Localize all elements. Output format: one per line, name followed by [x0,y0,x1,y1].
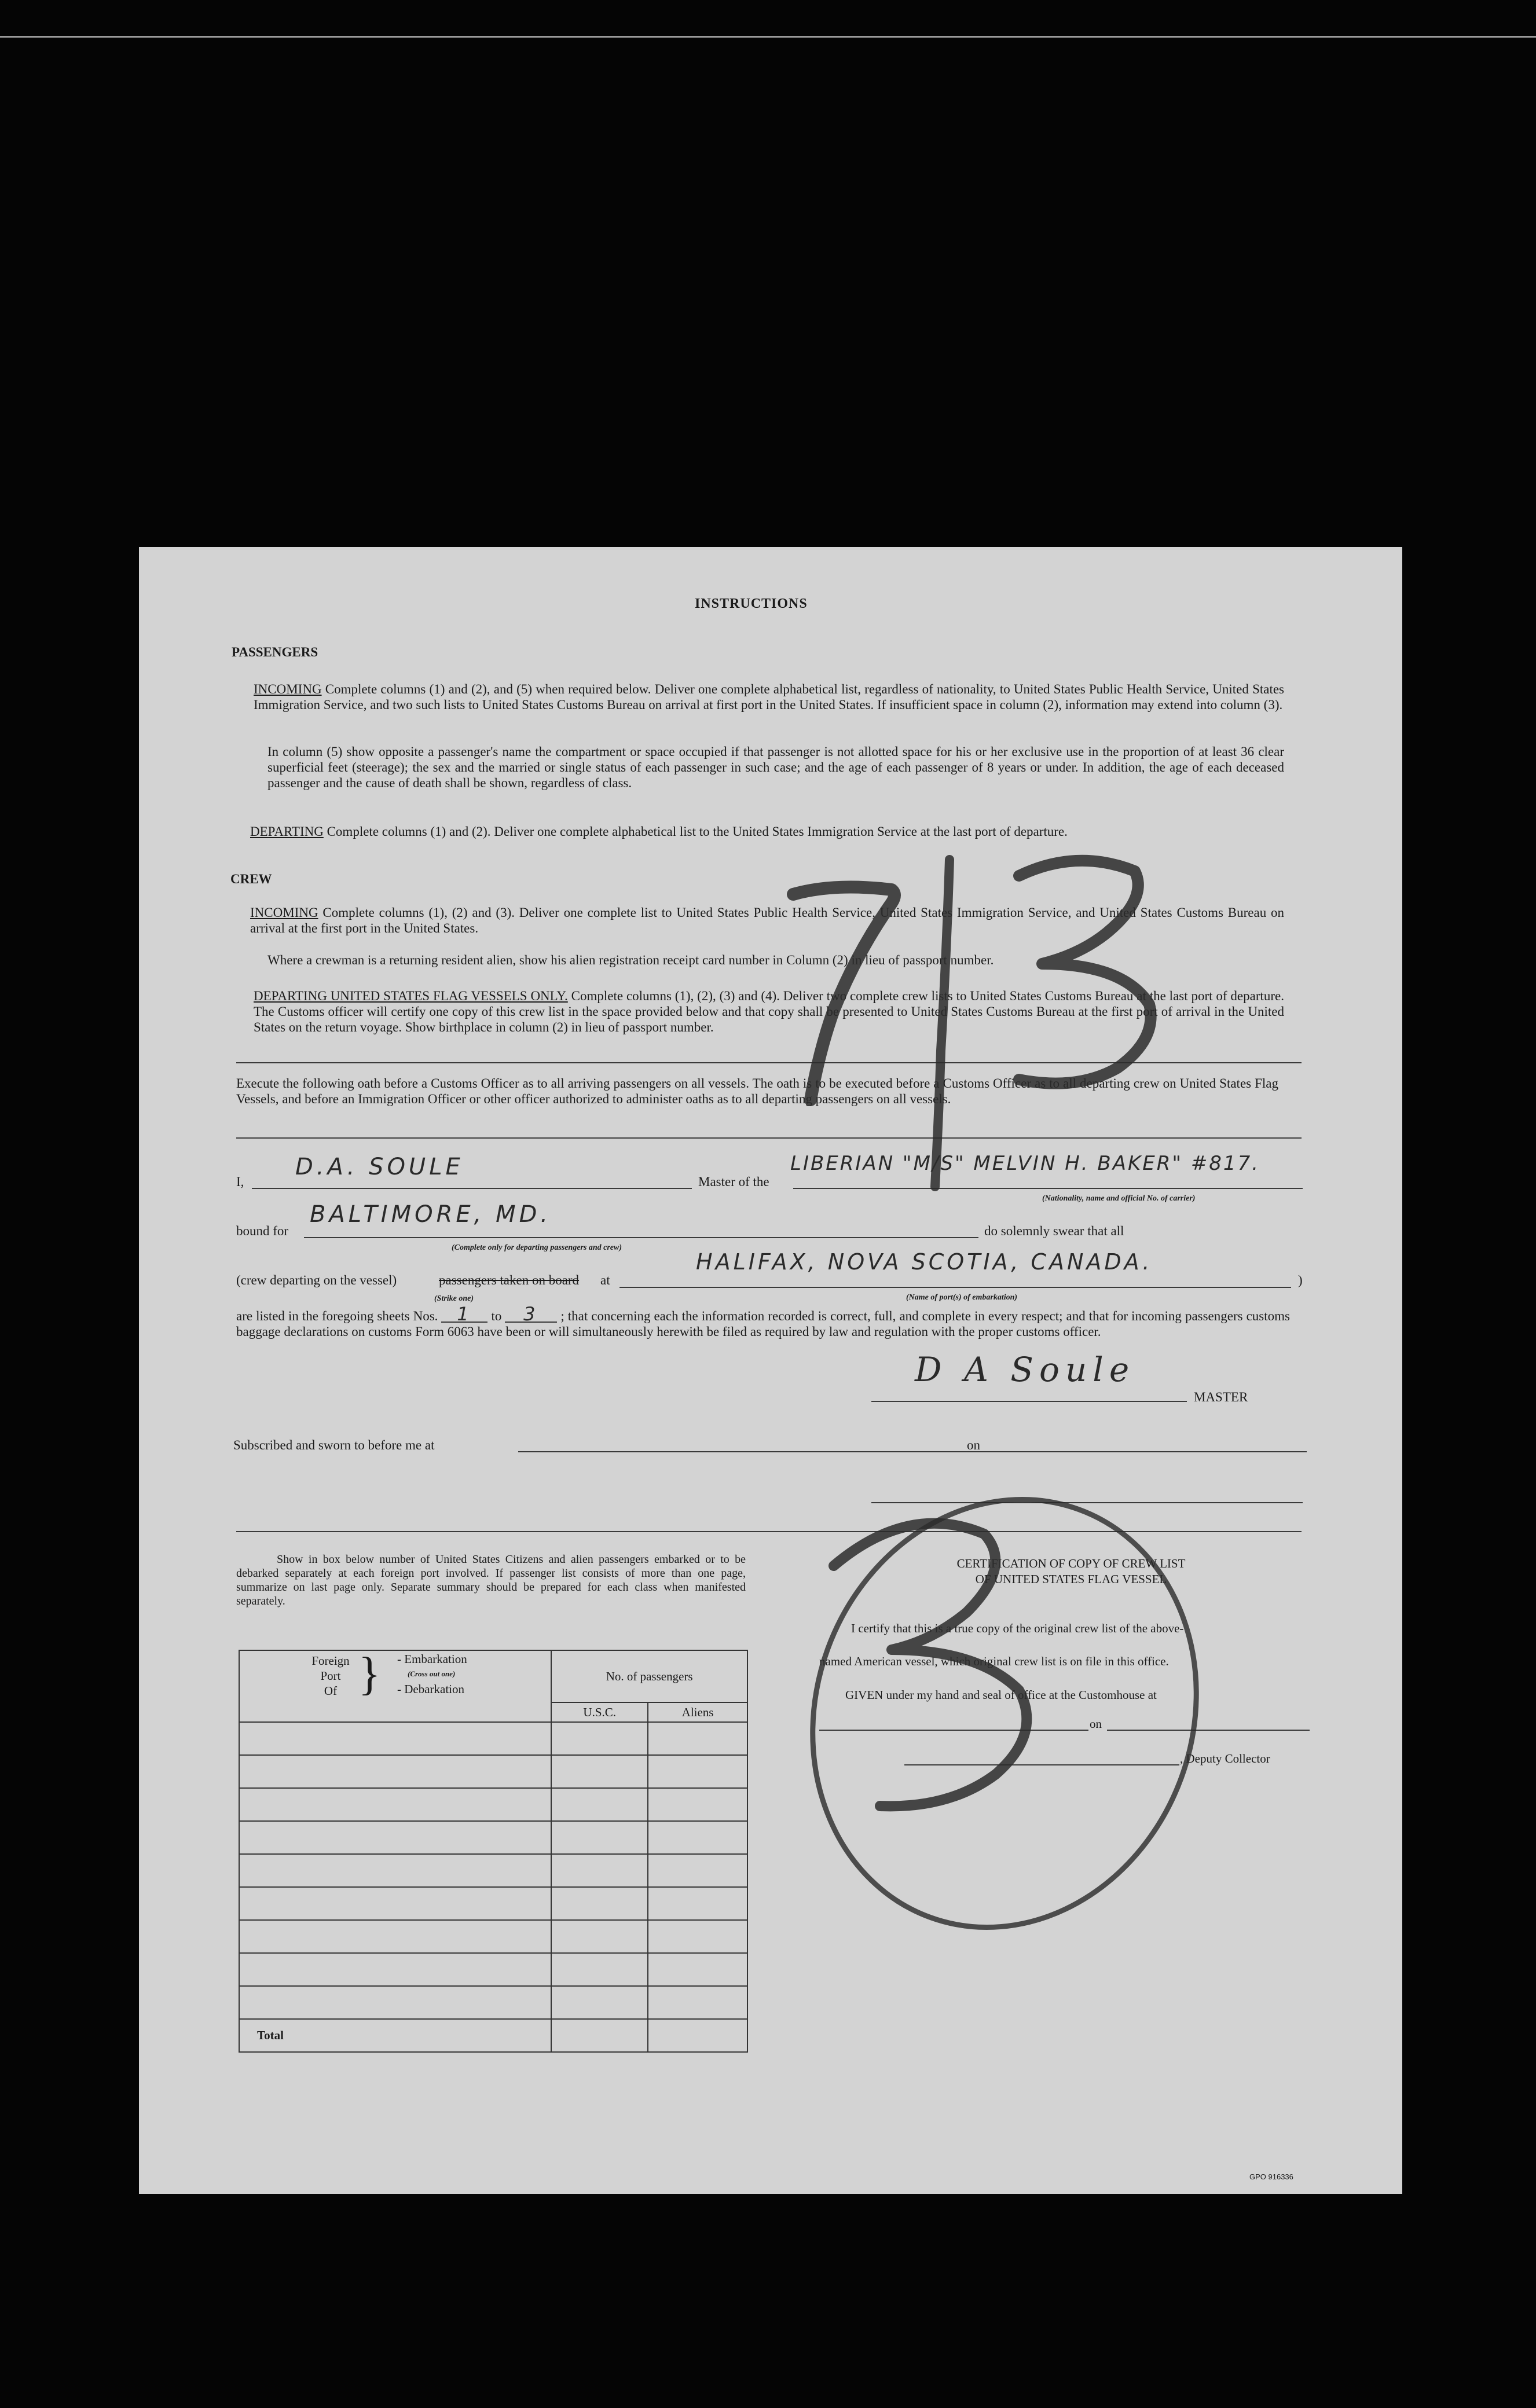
listed-rest: ; that concerning each the information recorded is correct, full, and complete in every respect; and that for incoming passengers customs baggage declarations on customs Form 6063 have been or will simultaneously herewith be filed as required by law and regulation with the proper customs officer. [236,1309,1290,1339]
master-of-label: Master of the [698,1174,769,1189]
certification-line-3: GIVEN under my hand and seal of office at the Customhouse at [845,1688,1157,1702]
crew-departing-paragraph [254,988,1284,1035]
brace-icon: } [358,1649,381,1699]
instructions-title: INSTRUCTIONS [695,596,808,611]
usc-header: U.S.C. [551,1702,648,1722]
deputy-collector-label: , Deputy Collector [1180,1752,1270,1765]
crew-departing-label: DEPARTING UNITED STATES FLAG VESSELS ONLY. [254,989,568,1003]
table-row [239,1821,747,1854]
table-row [239,1887,747,1920]
table-row [239,1788,747,1821]
show-box-instructions: Show in box below number of United States Citizens and alien passengers embarked or to be debarked separately at each foreign port involved. If passenger list consists of more than one page, summarize on last page only. Separate summary should be prepared for each class when manifested separately. [236,1553,746,1607]
sheet-from-handwritten: 1 [441,1306,487,1323]
strike-caption: (Strike one) [434,1294,474,1303]
vessel-line [793,1188,1303,1189]
foreign-label: Foreign [311,1654,350,1668]
crew-departing-label: (crew departing on the vessel) [236,1273,397,1287]
subscribed-place-line [518,1451,992,1452]
bound-for-caption: (Complete only for departing passengers and crew) [452,1243,622,1252]
master-name-line [252,1188,692,1189]
vessel-handwritten: LIBERIAN "M/S" MELVIN H. BAKER" #817. [790,1152,1260,1175]
crew-heading: CREW [230,872,272,886]
sheet-to-handwritten: 3 [505,1306,557,1323]
debarkation-label: - Debarkation [397,1682,465,1696]
passengers-heading: PASSENGERS [232,645,318,659]
of-label: Of [324,1684,338,1698]
foreign-port-header [239,1650,551,1722]
passengers-column5-paragraph: In column (5) show opposite a passenger's name the compartment or space occupied if that passenger is not allotted space for his or her exclusive use in the proportion of at least 36 clear superficial feet (steerage); the sex and the married or single status of each passenger in such case; and the age of each passenger of 8 years or under. In addition, the age of each deceased passenger and the cause of death shall be shown, regardless of class. [267,744,1284,790]
divider-line [236,1531,1302,1532]
table-row [239,1953,747,1986]
divider-line [236,1062,1302,1063]
aliens-header: Aliens [648,1702,747,1722]
passengers-departing-text: Complete columns (1) and (2). Deliver one complete alphabetical list to the United States Immigration Service at the last port of departure. [327,824,1068,839]
master-signature: D A Soule [915,1350,1135,1389]
total-row [239,2019,747,2052]
execute-oath-paragraph: Execute the following oath before a Customs Officer as to all arriving passengers on all vessels. The oath is to be executed before a Customs Officer as to all departing crew on United States Flag Vessels, and before an Immigration Officer or other officer authorized to administer oaths as to all departing passengers on all vessels. [236,1076,1278,1106]
swear-label: do solemnly swear that all [984,1224,1124,1238]
cross-out-caption: (Cross out one) [408,1669,456,1678]
port-handwritten: HALIFAX, NOVA SCOTIA, CANADA. [696,1249,1153,1275]
document-page [139,547,1402,2194]
certification-date-line [1107,1730,1310,1731]
table-row [239,1986,747,2019]
total-label: Total [239,2019,551,2052]
port-line [619,1287,1291,1288]
oath-i-label: I, [236,1174,244,1189]
crew-incoming-text: Complete columns (1), (2) and (3). Deliver one complete list to United States Public Health Service, United States Immigration Service, and United States Customs Bureau on arrival at the first port in the United States. [250,905,1285,935]
gpo-code: GPO 916336 [1249,2172,1293,2181]
passengers-departing-label: DEPARTING [250,824,324,839]
certification-title-2: OF UNITED STATES FLAG VESSEL [975,1572,1167,1586]
table-row [239,1920,747,1953]
deputy-signature-line [904,1764,1179,1765]
crew-incoming-label: INCOMING [250,905,318,920]
listed-label: are listed in the foregoing sheets Nos. [236,1309,438,1323]
subscribed-label: Subscribed and sworn to before me at [233,1438,435,1452]
divider-line [236,1137,1302,1139]
passengers-incoming-label: INCOMING [254,682,322,696]
crew-resident-paragraph: Where a crewman is a returning resident alien, show his alien registration receipt card number in Column (2) in lieu of passport number. [267,953,994,967]
crew-departing-text: Complete columns (1), (2), (3) and (4). Deliver two complete crew lists to United States Customs Bureau at the last port of departure. The Customs officer will certify one copy of this crew list in the space provided below and that copy shall be presented to United States Customs Bureau at the first port of arrival in the United States on the return voyage. Show birthplace in column (2) in lieu of passport number. [254,989,1284,1034]
port-caption: (Name of port(s) of embarkation) [906,1293,1018,1302]
no-passengers-header: No. of passengers [551,1650,747,1702]
circle-annotation [753,1445,1255,1981]
officer-signature-line [871,1502,1303,1503]
certification-title-1: CERTIFICATION OF COPY OF CREW LIST [956,1557,1186,1570]
table-row [239,1722,747,1755]
to-label: to [491,1309,502,1323]
passengers-departing-paragraph [250,824,1284,839]
table-row [239,1854,747,1887]
crew-incoming-paragraph [250,905,1284,936]
certification-line-1: I certify that this is a true copy of the original crew list of the above- [851,1621,1184,1635]
passengers-incoming-text: Complete columns (1) and (2), and (5) when required below. Deliver one complete alphabetical list, regardless of nationality, to United States Public Health Service, United States Immigration Service, and two such lists to United States Customs Bureau on arrival at first port in the United States. If insufficient space in column (2), information may extend into column (3). [254,682,1285,712]
pencil-three [1019,861,1151,1084]
passengers-struck-text: passengers taken on board [439,1273,580,1287]
listed-paragraph [236,1303,1290,1339]
master-name-handwritten: D.A. SOULE [295,1154,464,1180]
certification-on-label: on [1090,1717,1102,1731]
subscribed-date-line [991,1451,1307,1452]
customhouse-line [819,1730,1088,1731]
at-label: at [600,1273,610,1287]
passenger-summary-table [239,1650,748,2053]
embarkation-label: - Embarkation [397,1652,467,1666]
subscribed-on-label: on [967,1438,980,1452]
master-label: MASTER [1194,1390,1248,1404]
close-paren: ) [1298,1273,1303,1287]
top-border-line [0,36,1536,38]
bound-for-line [304,1237,978,1238]
signature-line [871,1401,1187,1402]
bound-for-handwritten: BALTIMORE, MD. [310,1201,552,1228]
bound-for-label: bound for [236,1224,289,1238]
certification-line-2: named American vessel, which original crew list is on file in this office. [819,1654,1169,1668]
vessel-caption: (Nationality, name and official No. of carrier) [1042,1194,1196,1203]
passengers-incoming-paragraph [254,681,1284,713]
port-label: Port [320,1669,341,1683]
table-row [239,1755,747,1788]
